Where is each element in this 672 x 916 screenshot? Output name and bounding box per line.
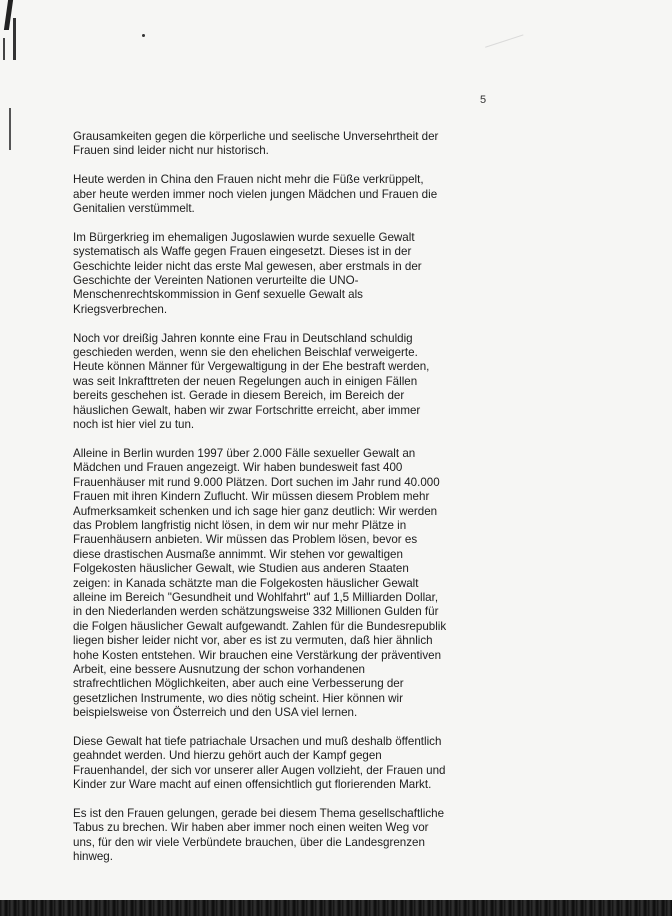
- scan-artifact: [3, 38, 5, 60]
- scan-artifact: [142, 34, 145, 37]
- paragraph: [73, 332, 445, 433]
- scan-artifact: [13, 18, 16, 60]
- text-line: aber heute werden immer noch vielen jungen Mädchen und Frauen die: [73, 187, 438, 201]
- paragraph: [73, 173, 445, 216]
- text-line: noch ist hier viel zu tun.: [73, 418, 195, 432]
- text-line: zeigen: in Kanada schätzte man die Folgekosten häuslicher Gewalt: [73, 576, 419, 590]
- text-line: Diese Gewalt hat tiefe patriachale Ursachen und muß deshalb öffentlich: [73, 734, 442, 748]
- text-line: geahndet werden. Und hierzu gehört auch der Kampf gegen: [73, 749, 382, 763]
- text-line: Frauenhandel, der sich vor unserer aller Augen vollzieht, der Frauen und: [73, 763, 446, 777]
- text-line: Frauen mit ihren Kindern Zuflucht. Wir müssen diesem Problem mehr: [73, 490, 430, 504]
- text-line: Alleine in Berlin wurden 1997 über 2.000 Fälle sexueller Gewalt an: [73, 446, 416, 460]
- paragraph: [73, 735, 445, 793]
- text-line: hohe Kosten entstehen. Wir brauchen eine Verstärkung der präventiven: [73, 648, 442, 662]
- text-line: gesetzlichen Instrumente, wo dies nötig scheint. Hier können wir: [73, 691, 403, 705]
- text-line: Noch vor dreißig Jahren konnte eine Frau in Deutschland schuldig: [73, 331, 413, 345]
- text-line: in den Niederlanden werden schätzungsweise 332 Millionen Gulden für: [73, 605, 439, 619]
- scan-artifact: [4, 0, 13, 30]
- text-line: Grausamkeiten gegen die körperliche und seelische Unversehrtheit der: [73, 130, 439, 143]
- text-line: Mädchen und Frauen angezeigt. Wir haben bundesweit fast 400: [73, 461, 403, 475]
- paragraph: [73, 447, 445, 721]
- text-line: beispielsweise von Österreich und den USA viel lernen.: [73, 706, 358, 720]
- text-line: liegen bisher leider nicht vor, aber es ist zu vermuten, daß hier ähnlich: [73, 634, 433, 648]
- text-line: Geschichte leider nicht das erste Mal gewesen, aber erstmals in der: [73, 259, 422, 273]
- text-line: Es ist den Frauen gelungen, gerade bei diesem Thema gesellschaftliche: [73, 807, 445, 820]
- text-line: uns, für den wir viele Verbündete brauchen, über die Landesgrenzen: [73, 835, 425, 849]
- text-line: Im Bürgerkrieg im ehemaligen Jugoslawien wurde sexuelle Gewalt: [73, 230, 415, 244]
- scan-edge-marks: [0, 0, 24, 70]
- text-line: Frauen sind leider nicht nur historisch.: [73, 144, 269, 158]
- text-line: strafrechtlichen Möglichkeiten, aber auch eine Verbesserung der: [73, 677, 404, 691]
- paragraph: [73, 231, 445, 317]
- text-line: was seit Inkrafttreten der neuen Regelungen auch in einigen Fällen: [73, 374, 418, 388]
- text-line: Geschichte der Vereinten Nationen verurteilte die UNO-: [73, 274, 359, 288]
- scan-artifact: [9, 108, 11, 150]
- text-line: Tabus zu brechen. Wir haben aber immer noch einen weiten Weg vor: [73, 821, 429, 835]
- scan-bottom-edge: [0, 900, 672, 916]
- text-line: geschieden werden, wenn sie den ehelichen Beischlaf verweigerte.: [73, 346, 418, 360]
- text-line: häuslichen Gewalt, haben wir zwar Fortschritte erreicht, aber immer: [73, 403, 421, 417]
- text-line: Aufmerksamkeit schenken und ich sage hier ganz deutlich: Wir werden: [73, 504, 438, 518]
- text-line: Genitalien verstümmelt.: [73, 202, 195, 216]
- text-line: Kinder zur Ware macht auf einen offensichtlich gut florierenden Markt.: [73, 778, 432, 792]
- text-line: Kriegsverbrechen.: [73, 302, 168, 316]
- text-line: Folgekosten häuslicher Gewalt, wie Studien aus anderen Staaten: [73, 562, 409, 576]
- paragraph: [73, 130, 445, 159]
- text-line: Frauenhäusern anbieten. Wir müssen das Problem lösen, bevor es: [73, 533, 418, 547]
- text-line: systematisch als Waffe gegen Frauen eingesetzt. Dieses ist in der: [73, 245, 412, 259]
- text-line: alleine im Bereich "Gesundheit und Wohlfahrt" auf 1,5 Milliarden Dollar,: [73, 590, 439, 604]
- text-line: Menschenrechtskommission in Genf sexuelle Gewalt als: [73, 288, 363, 302]
- text-line: bereits geschehen ist. Gerade in diesem Bereich, im Bereich der: [73, 389, 405, 403]
- text-line: die Folgen häuslicher Gewalt aufgewandt. Zahlen für die Bundesrepublik: [73, 619, 447, 633]
- scan-artifact: [485, 34, 531, 70]
- text-line: Frauenhäuser mit rund 9.000 Plätzen. Dort suchen im Jahr rund 40.000: [73, 475, 440, 489]
- text-line: Arbeit, eine bessere Ausnutzung der schon vorhandenen: [73, 662, 365, 676]
- text-line: Heute können Männer für Vergewaltigung in der Ehe bestraft werden,: [73, 360, 430, 374]
- text-line: hinweg.: [73, 850, 113, 864]
- paragraph: [73, 807, 445, 865]
- document-body: [73, 130, 445, 879]
- page-number: 5: [480, 94, 487, 106]
- text-line: Heute werden in China den Frauen nicht mehr die Füße verkrüppelt,: [73, 173, 424, 187]
- text-line: das Problem langfristig nicht lösen, in dem wir nur mehr Plätze in: [73, 518, 407, 532]
- text-line: diese drastischen Ausmaße annimmt. Wir stehen vor gewaltigen: [73, 547, 403, 561]
